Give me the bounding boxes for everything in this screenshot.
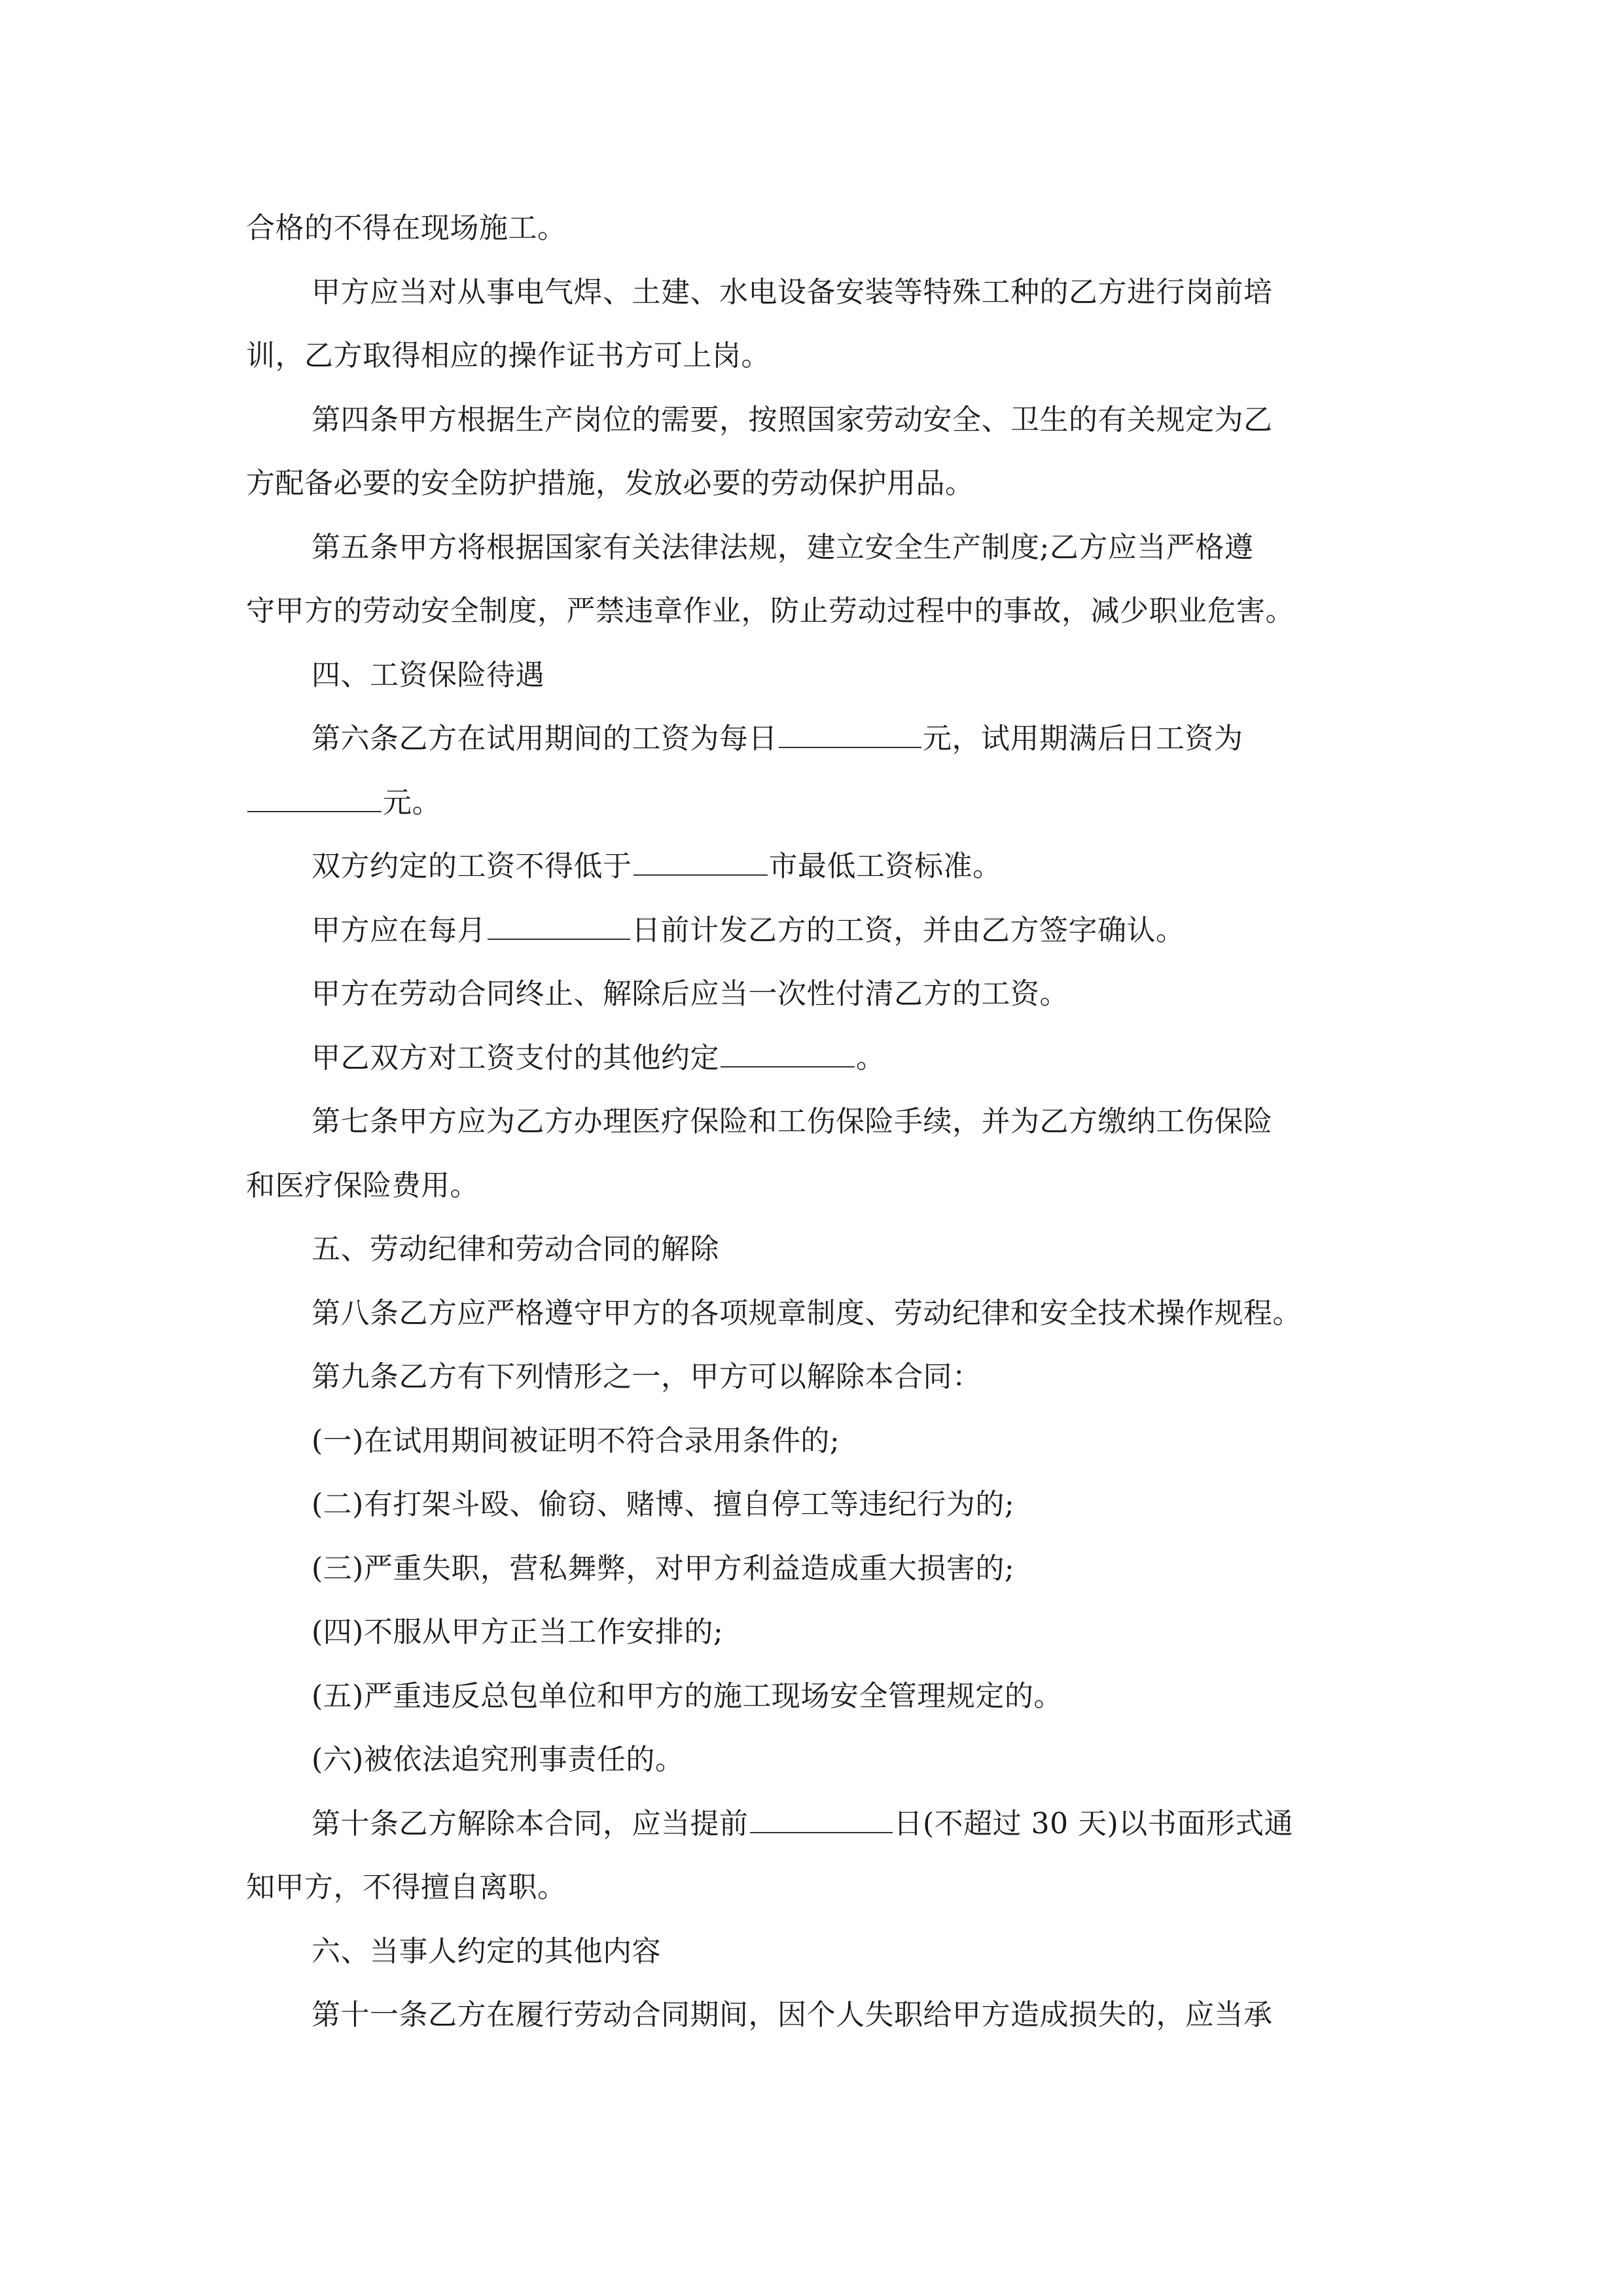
section-heading: 四、工资保险待遇 — [312, 658, 544, 692]
list-item: (一)在试用期间被证明不符合录用条件的; — [312, 1424, 840, 1458]
section-heading: 六、当事人约定的其他内容 — [312, 1934, 661, 1968]
line-text: 第六条乙方在试用期间的工资为每日 — [312, 722, 777, 755]
fill-in-blank[interactable] — [247, 786, 382, 812]
fill-in-blank[interactable] — [633, 850, 768, 876]
line-text: 甲方应在每月 — [312, 913, 486, 947]
line-text: 日前计发乙方的工资，并由乙方签字确认。 — [632, 913, 1185, 947]
paragraph-line: 训，乙方取得相应的操作证书方可上岗。 — [246, 339, 770, 372]
list-item: (五)严重违反总包单位和甲方的施工现场安全管理规定的。 — [312, 1679, 1063, 1713]
paragraph-line: 守甲方的劳动安全制度，严禁违章作业，防止劳动过程中的事故，减少职业危害。 — [246, 594, 1294, 628]
paragraph-line: 合格的不得在现场施工。 — [246, 211, 567, 245]
list-item: (三)严重失职，营私舞弊，对甲方利益造成重大损害的; — [312, 1551, 1015, 1585]
paragraph-line: 第七条甲方应为乙方办理医疗保险和工伤保险手续，并为乙方缴纳工伤保险 — [312, 1105, 1273, 1138]
paragraph-line — [246, 771, 1398, 835]
paragraph-line — [246, 899, 1398, 963]
line-text: 市最低工资标准。 — [768, 850, 1002, 883]
line-text: 。 — [856, 1041, 885, 1075]
line-text: 元，试用期满后日工资为 — [923, 722, 1243, 755]
paragraph-line — [246, 707, 1398, 771]
paragraph-line: 第十一条乙方在履行劳动合同期间，因个人失职给甲方造成损失的，应当承 — [312, 1998, 1273, 2032]
fill-in-blank[interactable] — [779, 722, 921, 748]
paragraph-line: 第四条甲方根据生产岗位的需要，按照国家劳动安全、卫生的有关规定为乙 — [312, 403, 1273, 437]
fill-in-blank[interactable] — [721, 1041, 855, 1067]
line-text: 双方约定的工资不得低于 — [312, 850, 632, 883]
document-body — [246, 196, 1398, 2047]
line-text: 日(不超过 30 天)以书面形式通 — [893, 1806, 1294, 1840]
paragraph-line: 第八条乙方应严格遵守甲方的各项规章制度、劳动纪律和安全技术操作规程。 — [312, 1296, 1302, 1330]
paragraph-line: 知甲方，不得擅自离职。 — [246, 1871, 567, 1904]
paragraph-line: 和医疗保险费用。 — [246, 1168, 479, 1202]
paragraph-line — [246, 1026, 1398, 1090]
paragraph-line: 甲方应当对从事电气焊、土建、水电设备安装等特殊工种的乙方进行岗前培 — [312, 275, 1273, 309]
fill-in-blank[interactable] — [750, 1807, 893, 1833]
paragraph-line: 甲方在劳动合同终止、解除后应当一次性付清乙方的工资。 — [312, 977, 1069, 1011]
paragraph-line: 第九条乙方有下列情形之一，甲方可以解除本合同： — [312, 1360, 982, 1393]
paragraph-line: 第五条甲方将根据国家有关法律法规，建立安全生产制度;乙方应当严格遵 — [312, 530, 1254, 564]
list-item: (二)有打架斗殴、偷窃、赌博、擅自停工等违纪行为的; — [312, 1488, 1015, 1521]
line-text: 元。 — [383, 785, 441, 819]
fill-in-blank[interactable] — [488, 914, 630, 940]
list-item: (六)被依法追究刑事责任的。 — [312, 1743, 685, 1776]
paragraph-line — [246, 834, 1398, 899]
line-text: 第十条乙方解除本合同，应当提前 — [312, 1806, 749, 1840]
paragraph-line: 方配备必要的安全防护措施，发放必要的劳动保护用品。 — [246, 467, 974, 500]
section-heading: 五、劳动纪律和劳动合同的解除 — [312, 1232, 719, 1266]
list-item: (四)不服从甲方正当工作安排的; — [312, 1615, 724, 1649]
paragraph-line — [246, 1792, 1398, 1856]
line-text: 甲乙双方对工资支付的其他约定 — [312, 1041, 719, 1075]
